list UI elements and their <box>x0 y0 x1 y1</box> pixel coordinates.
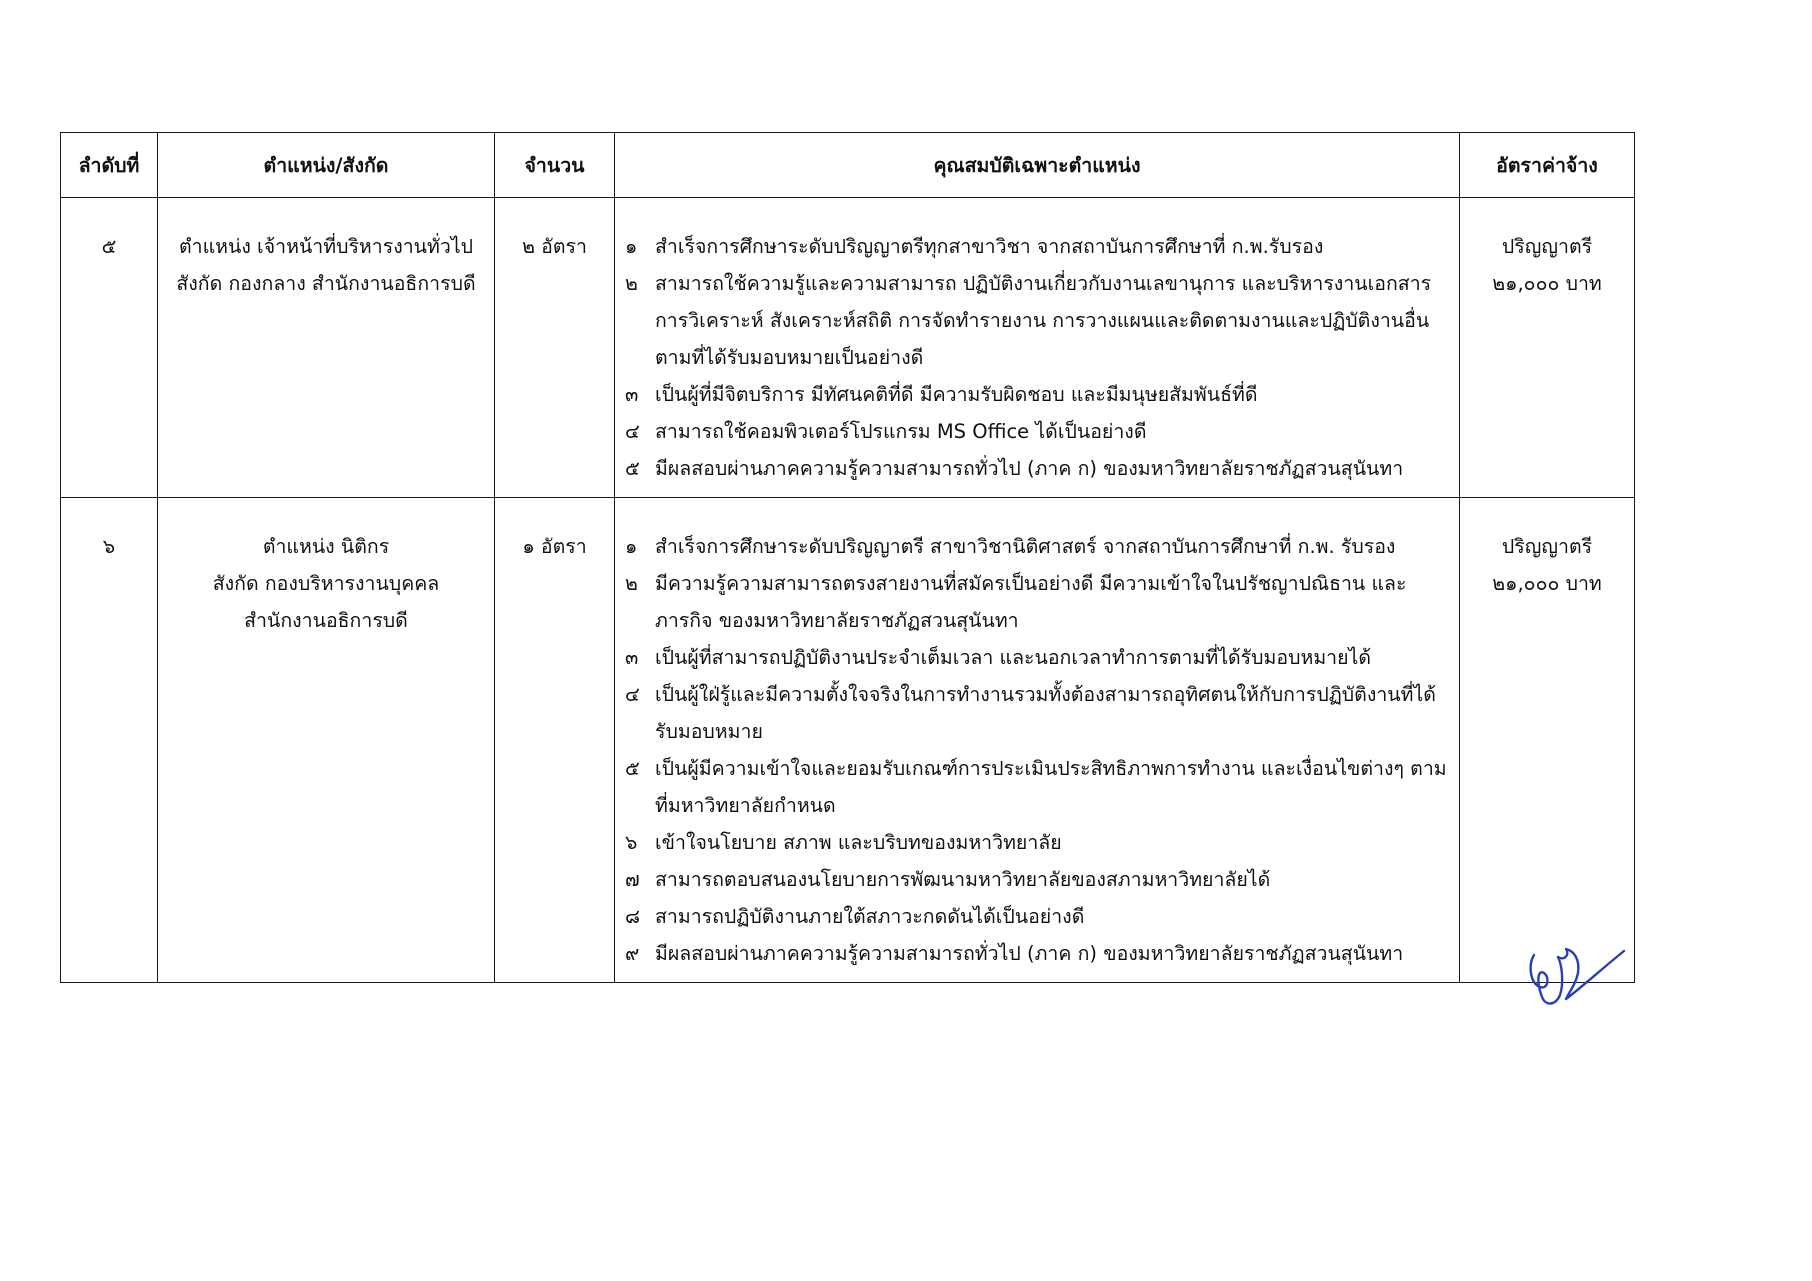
item-number: ๓ <box>625 383 639 406</box>
table-row <box>61 198 1635 498</box>
position-line: สังกัด กองกลาง สำนักงานอธิการบดี <box>176 272 476 295</box>
item-number: ๕ <box>625 757 640 780</box>
list-item <box>625 413 1457 450</box>
position-line: สำนักงานอธิการบดี <box>244 609 408 632</box>
list-item <box>625 265 1457 376</box>
rate-line: ๒๑,๐๐๐ บาท <box>1492 272 1602 295</box>
qualifications-cell <box>615 498 1460 983</box>
header-position: ตำแหน่ง/สังกัด <box>158 133 495 198</box>
list-item <box>625 376 1457 413</box>
item-number: ๑ <box>625 235 638 258</box>
row-number: ๕ <box>61 198 158 498</box>
rate-cell <box>1460 498 1635 983</box>
header-qualifications: คุณสมบัติเฉพาะตำแหน่ง <box>615 133 1460 198</box>
item-text: เป็นผู้มีความเข้าใจและยอมรับเกณฑ์การประเมินประสิทธิภาพการทำงาน และเงื่อนไขต่างๆ ตามที่มหาวิทยาลัยกำหนด <box>655 757 1447 817</box>
table-row <box>61 498 1635 983</box>
list-item <box>625 750 1457 824</box>
list-item <box>625 824 1457 861</box>
list-item <box>625 935 1457 972</box>
item-text: สามารถใช้คอมพิวเตอร์โปรแกรม MS Office ได้เป็นอย่างดี <box>655 420 1147 443</box>
item-number: ๒ <box>625 572 638 595</box>
list-item <box>625 861 1457 898</box>
item-text: เป็นผู้ที่สามารถปฏิบัติงานประจำเต็มเวลา และนอกเวลาทำการตามที่ได้รับมอบหมายได้ <box>655 646 1372 669</box>
qualifications-cell <box>615 198 1460 498</box>
list-item <box>625 565 1457 639</box>
item-number: ๕ <box>625 457 640 480</box>
item-text: มีผลสอบผ่านภาคความรู้ความสามารถทั่วไป (ภาค ก) ของมหาวิทยาลัยราชภัฏสวนสุนันทา <box>655 942 1404 965</box>
position-line: ตำแหน่ง นิติกร <box>262 535 390 558</box>
item-text: สามารถใช้ความรู้และความสามารถ ปฏิบัติงานเกี่ยวกับงานเลขานุการ และบริหารงานเอกสาร การวิเคราะห์ สังเคราะห์สถิติ การจัดทำรายงาน การวางแผนและติดตามงานและปฏิบัติงานอื่น ตามที่ได้รับมอบหมายเป็นอย่างดี <box>655 272 1432 369</box>
item-text: สามารถตอบสนองนโยบายการพัฒนามหาวิทยาลัยของสภามหาวิทยาลัยได้ <box>655 868 1271 891</box>
position-line: ตำแหน่ง เจ้าหน้าที่บริหารงานทั่วไป <box>178 235 474 258</box>
signature-stroke <box>1531 949 1624 1004</box>
count-cell: ๑ อัตรา <box>495 498 615 983</box>
item-text: สามารถปฏิบัติงานภายใต้สภาวะกดดันได้เป็นอย่างดี <box>655 905 1085 928</box>
list-item <box>625 450 1457 487</box>
header-rate: อัตราค่าจ้าง <box>1460 133 1635 198</box>
rate-line: ปริญญาตรี <box>1501 235 1593 258</box>
list-item <box>625 898 1457 935</box>
item-number: ๙ <box>625 942 640 965</box>
qualifications-list <box>625 528 1457 972</box>
item-text: มีความรู้ความสามารถตรงสายงานที่สมัครเป็นอย่างดี มีความเข้าใจในปรัชญาปณิธาน และภารกิจ ของมหาวิทยาลัยราชภัฏสวนสุนันทา <box>655 572 1407 632</box>
rate-line: ๒๑,๐๐๐ บาท <box>1492 572 1602 595</box>
item-text: สำเร็จการศึกษาระดับปริญญาตรีทุกสาขาวิชา จากสถาบันการศึกษาที่ ก.พ.รับรอง <box>655 235 1324 258</box>
item-text: เข้าใจนโยบาย สภาพ และบริบทของมหาวิทยาลัย <box>655 831 1062 854</box>
item-text: เป็นผู้ใฝ่รู้และมีความตั้งใจจริงในการทำงานรวมทั้งต้องสามารถอุทิศตนให้กับการปฏิบัติงานที่ได้ รับมอบหมาย <box>655 683 1436 743</box>
rate-line: ปริญญาตรี <box>1501 535 1593 558</box>
item-number: ๒ <box>625 272 638 295</box>
position-cell <box>158 198 495 498</box>
handwritten-signature <box>1520 925 1630 1015</box>
item-number: ๓ <box>625 646 639 669</box>
header-no: ลำดับที่ <box>61 133 158 198</box>
count-cell: ๒ อัตรา <box>495 198 615 498</box>
item-text: สำเร็จการศึกษาระดับปริญญาตรี สาขาวิชานิติศาสตร์ จากสถาบันการศึกษาที่ ก.พ. รับรอง <box>655 535 1396 558</box>
position-line: สังกัด กองบริหารงานบุคคล <box>212 572 440 595</box>
item-number: ๔ <box>625 683 640 706</box>
rate-cell <box>1460 198 1635 498</box>
header-count: จำนวน <box>495 133 615 198</box>
item-number: ๑ <box>625 535 638 558</box>
item-text: มีผลสอบผ่านภาคความรู้ความสามารถทั่วไป (ภาค ก) ของมหาวิทยาลัยราชภัฏสวนสุนันทา <box>655 457 1404 480</box>
position-cell <box>158 498 495 983</box>
item-number: ๘ <box>625 905 641 928</box>
item-number: ๗ <box>625 868 640 891</box>
list-item <box>625 676 1457 750</box>
item-number: ๔ <box>625 420 640 443</box>
row-number: ๖ <box>61 498 158 983</box>
item-number: ๖ <box>625 831 638 854</box>
table-header-row <box>61 133 1635 198</box>
item-text: เป็นผู้ที่มีจิตบริการ มีทัศนคติที่ดี มีความรับผิดชอบ และมีมนุษยสัมพันธ์ที่ดี <box>655 383 1258 406</box>
list-item <box>625 639 1457 676</box>
qualifications-table <box>60 132 1635 983</box>
list-item <box>625 228 1457 265</box>
list-item <box>625 528 1457 565</box>
qualifications-list <box>625 228 1457 487</box>
